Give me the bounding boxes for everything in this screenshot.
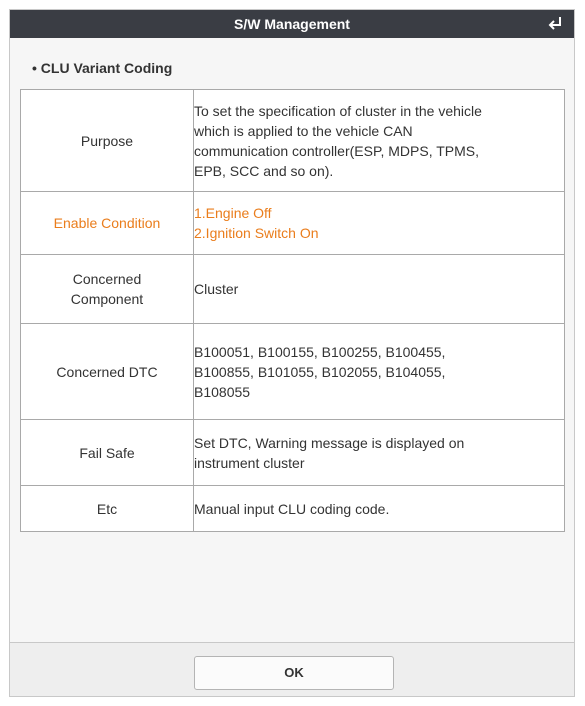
value-line: Manual input CLU coding code. [194, 500, 390, 517]
table-row [21, 486, 565, 532]
table-row [21, 192, 565, 255]
value-line: instrument cluster [194, 454, 305, 471]
row-value [194, 90, 565, 192]
info-table [20, 89, 565, 532]
row-value [194, 255, 565, 324]
value-line: B100855, B101055, B102055, B104055, [194, 363, 446, 380]
section-title: • CLU Variant Coding [32, 60, 173, 76]
table-row [21, 90, 565, 192]
row-label: Purpose [21, 90, 194, 192]
value-line: 2.Ignition Switch On [194, 225, 319, 241]
title-bar [10, 10, 574, 38]
row-label: Enable Condition [21, 192, 194, 255]
value-line: B100051, B100155, B100255, B100455, [194, 343, 446, 360]
label-line: Component [70, 291, 144, 307]
table-row [21, 255, 565, 324]
value-line: communication controller(ESP, MDPS, TPMS, [194, 142, 480, 159]
row-value [194, 192, 565, 255]
table-row [21, 420, 565, 486]
row-value [194, 324, 565, 420]
value-line: 1.Engine Off [194, 205, 272, 221]
row-value [194, 420, 565, 486]
return-arrow-icon[interactable] [544, 13, 568, 35]
ok-button[interactable]: OK [194, 656, 394, 690]
dialog-title: S/W Management [234, 16, 350, 32]
value-line: To set the specification of cluster in the vehicle [194, 102, 482, 119]
label-line: Concerned [72, 271, 142, 287]
row-value [194, 486, 565, 532]
value-line: Set DTC, Warning message is displayed on [194, 434, 465, 451]
value-line: EPB, SCC and so on). [194, 162, 334, 179]
row-label: Etc [21, 486, 194, 532]
sw-management-dialog [9, 9, 575, 697]
value-line: B108055 [194, 383, 251, 400]
row-label: Concerned DTC [21, 324, 194, 420]
dialog-footer [10, 642, 574, 697]
row-label: Fail Safe [21, 420, 194, 486]
value-line: Cluster [194, 281, 239, 297]
table-row [21, 324, 565, 420]
value-line: which is applied to the vehicle CAN [194, 122, 413, 139]
row-label [21, 255, 194, 324]
